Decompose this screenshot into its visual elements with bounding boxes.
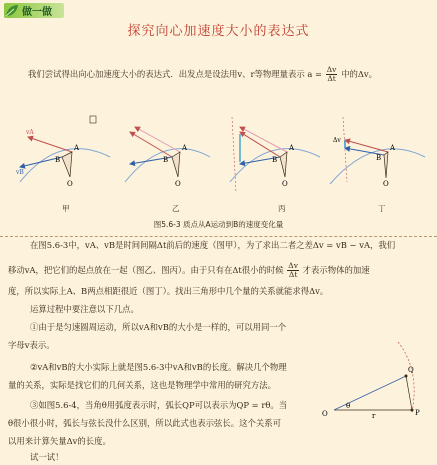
body-frac-den: Δt [288, 270, 298, 279]
fig4-label-r: r [372, 412, 376, 420]
panel-label-jia: 甲 [62, 204, 70, 213]
fig4-label-P: P [415, 409, 420, 417]
body-p5-l2: θ很小很小时，弧长与弦长没什么区别，所以此式也表示弦长。这个关系可 [8, 418, 282, 428]
svg-text:B: B [272, 156, 278, 164]
body-p1-l2-b: 才表示物体的加速 [302, 265, 370, 275]
svg-text:A: A [289, 144, 295, 152]
body-p4-l2: 量的关系，实际是找它们的几何关系，这也是物理学中常用的研究方法。 [8, 380, 276, 390]
svg-text:O: O [67, 180, 73, 188]
panel-label-yi: 乙 [172, 204, 180, 213]
intro-formula-lhs: a = [307, 69, 323, 79]
figure-caption: 图5.6-3 质点从A运动到B的速度变化量 [153, 220, 284, 229]
intro-text-after: 中的Δv。 [341, 69, 377, 79]
figure-5-6-3 [0, 112, 437, 212]
svg-text:O: O [175, 180, 181, 188]
body-p5-l1: ③如图5.6-4，当角θ用弧度表示时，弧长QP可以表示为QP = rθ。当 [30, 400, 288, 410]
svg-text:A: A [74, 144, 80, 152]
svg-text:A: A [390, 144, 396, 152]
svg-text:Δv: Δv [333, 137, 341, 144]
intro-fraction [326, 66, 338, 83]
svg-text:vA: vA [26, 129, 34, 136]
panel-jia [15, 116, 110, 188]
fig4-label-O: O [322, 410, 328, 418]
body-p1-l2 [8, 262, 370, 279]
panel-label-bing: 丙 [278, 204, 286, 213]
svg-text:vB: vB [16, 169, 24, 176]
intro-frac-den: Δt [327, 74, 336, 83]
body-p3-l2: 字母v表示。 [8, 340, 55, 350]
svg-text:A: A [182, 144, 188, 152]
svg-text:O: O [383, 180, 389, 188]
svg-text:B: B [376, 154, 382, 162]
body-p1-l3: 度，所以实际上A、B两点相距很近（图丁）。找出三角形中几个量的关系就能求得Δv。 [8, 286, 329, 296]
fig4-label-Q: Q [408, 366, 414, 374]
body-p6: 试一试！ [30, 452, 64, 462]
body-p1-l2-a: 移动vA，把它们的起点放在一起（图乙、图丙）。由于只有在Δt很小的时候 [8, 265, 284, 275]
body-p1-l1: 在图5.6-3中，vA、vB是时间间隔Δt前后的速度（图甲），为了求出二者之差Δv = vB − vA，我们 [30, 240, 396, 250]
intro-text-before: 我们尝试得出向心加速度大小的表达式．出发点是设法用v、r等物理量表示 [28, 69, 305, 79]
body-p5-l3: 以用来计算矢量Δv的长度。 [8, 436, 111, 446]
body-p2: 运算过程中要注意以下几点。 [30, 304, 139, 314]
intro-paragraph [28, 66, 377, 83]
panel-bing [230, 117, 320, 192]
body-frac-num: Δv [288, 261, 298, 270]
figure-5-6-4 [320, 340, 435, 420]
body-p4-l1: ②vA和vB的大小实际上就是图5.6-3中vA和vB的长度。解决几个物理 [30, 362, 287, 372]
body-p3-l1: ①由于是匀速圆周运动，所以vA和vB的大小是一样的，可以用同一个 [30, 322, 287, 332]
fig4-label-theta: θ [346, 402, 351, 410]
panel-yi [125, 127, 210, 188]
section-banner [0, 0, 437, 22]
banner-label: 做一做 [22, 7, 52, 18]
intro-frac-num: Δv [326, 65, 337, 74]
leaf-icon [5, 4, 19, 17]
panel-ding [330, 117, 425, 188]
svg-text:B: B [163, 156, 169, 164]
page-title: 探究向心加速度大小的表达式 [127, 24, 310, 39]
body-fraction [287, 262, 299, 279]
svg-text:B: B [55, 156, 61, 164]
panel-label-ding: 丁 [378, 204, 386, 213]
svg-text:O: O [282, 180, 288, 188]
